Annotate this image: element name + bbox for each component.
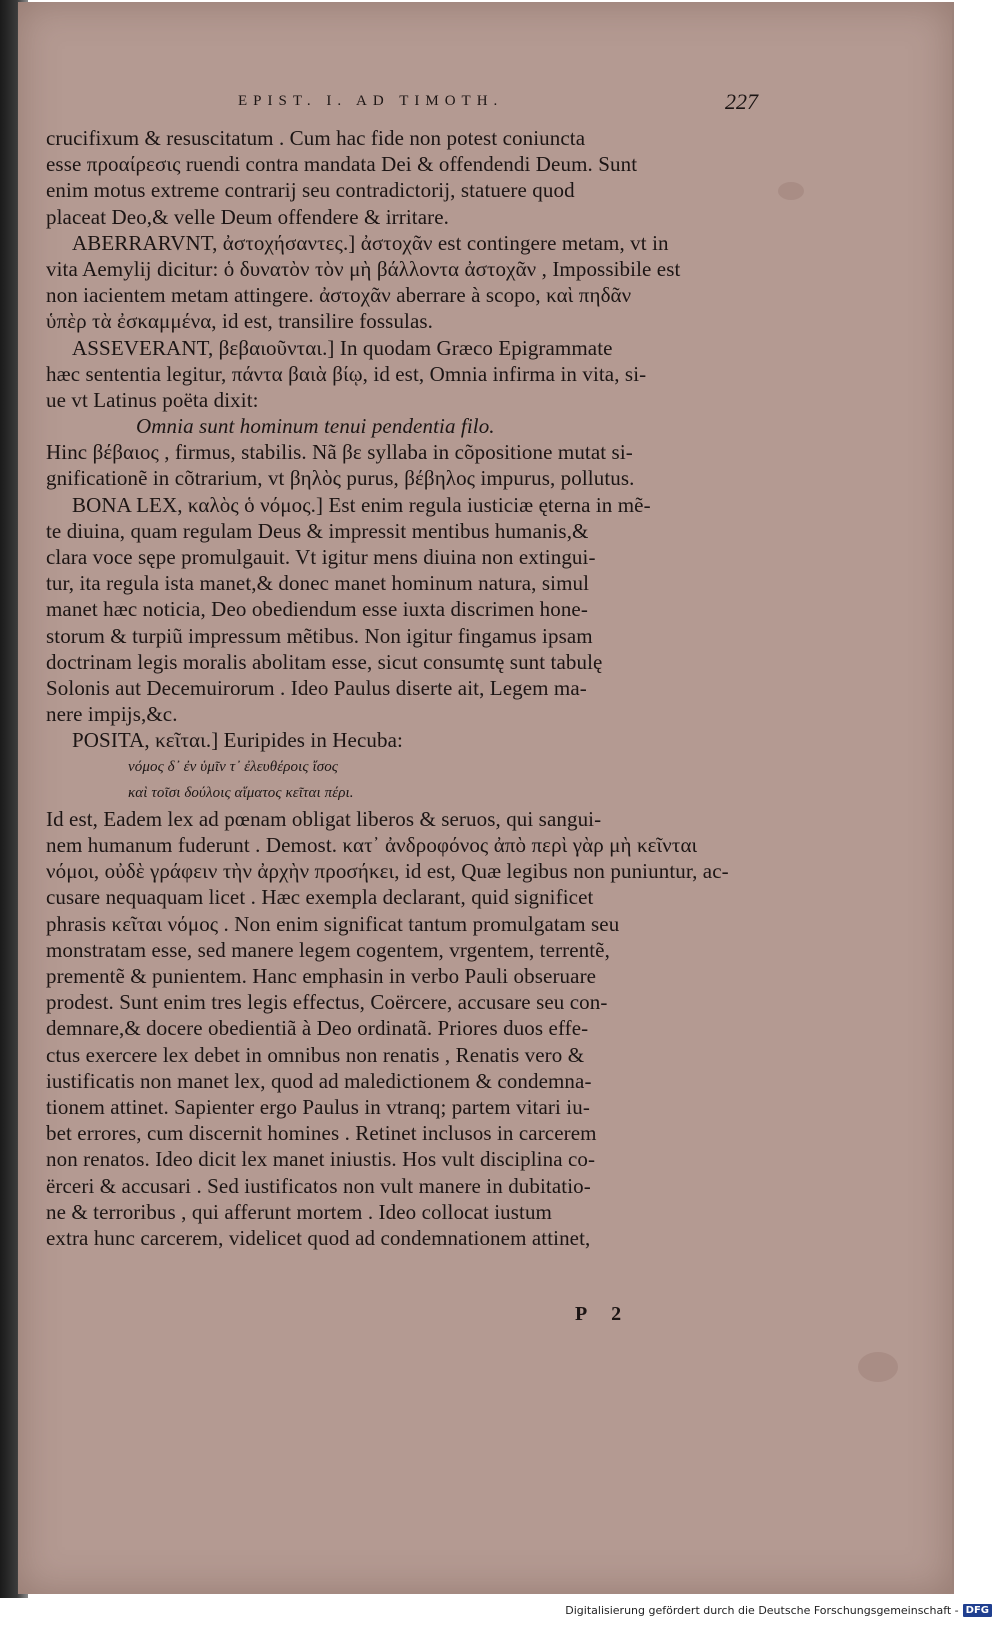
text-line: nere impijs,&c. (46, 702, 178, 727)
digitization-footer (565, 1604, 992, 1617)
verse-line: νόμος δ᾽ ἐν ὑμῖν τ᾽ ἐλευθέροις ἴσος (128, 758, 338, 775)
text-line: POSITA, κεῖται.] Euripides in Hecuba: (72, 728, 403, 753)
text-line: clara voce sępe promulgauit. Vt igitur mens diuina non extingui- (46, 545, 596, 569)
text-line: vita Aemylij dicitur: ὁ δυνατὸν τὸν μὴ βάλλοντα ἀστοχᾶν , Impossibile est (46, 256, 681, 281)
footer-text: Digitalisierung gefördert durch die Deutsche Forschungsgemeinschaft - (565, 1604, 959, 1617)
text-line: storum & turpiũ impressum mẽtibus. Non igitur fingamus ipsam (46, 623, 593, 648)
text-line: ne & terroribus , qui afferunt mortem . Ideo collocat iustum (46, 1199, 552, 1224)
text-line: tionem attinet. Sapienter ergo Paulus in vtranq; partem vitari iu- (46, 1094, 590, 1119)
text-line: Solonis aut Decemuirorum . Ideo Paulus diserte ait, Legem ma- (46, 675, 587, 700)
verse-line: καὶ τοῖσι δούλοις αἵματος κεῖται πέρι. (128, 784, 354, 801)
text-line: crucifixum & resuscitatum . Cum hac fide non potest coniuncta (46, 126, 586, 150)
text-line: ABERRARVNT, ἀστοχήσαντες.] ἀστοχᾶν est contingere metam, vt in (72, 230, 669, 255)
text-line: ὑπὲρ τὰ ἐσκαμμένα, id est, transilire fossulas. (46, 309, 434, 334)
text-line: ctus exercere lex debet in omnibus non renatis , Renatis vero & (46, 1042, 585, 1067)
dfg-logo: DFG (963, 1604, 992, 1617)
text-line: hæc sententia legitur, πάντα βαιὰ βίῳ, id est, Omnia infirma in vita, si- (46, 361, 647, 386)
text-line: phrasis κεῖται νόμος . Non enim significat tantum promulgatam seu (46, 911, 620, 936)
text-line: ASSEVERANT, βεβαιοῦνται.] In quodam Græco Epigrammate (72, 335, 613, 360)
text-line: νόμοι, οὐδὲ γράφειν τὴν ἀρχὴν προσήκει, id est, Quæ legibus non puniuntur, ac- (46, 859, 729, 884)
text-line: Id est, Eadem lex ad pœnam obligat liberos & seruos, qui sangui- (46, 806, 602, 831)
text-line: placeat Deo,& velle Deum offendere & irritare. (46, 204, 450, 229)
text-line: iustificatis non manet lex, quod ad maledictionem & condemna- (46, 1068, 592, 1093)
signature-mark: P 2 (575, 1303, 632, 1325)
verse-line: Omnia sunt hominum tenui pendentia filo. (136, 414, 495, 439)
text-line: tur, ita regula ista manet,& donec manet hominum natura, simul (46, 571, 590, 596)
text-line: enim motus extreme contrarij seu contradictorij, statuere quod (46, 178, 575, 203)
text-line: ërceri & accusari . Sed iustificatos non vult manere in dubitatio- (46, 1173, 591, 1198)
text-line: extra hunc carcerem, videlicet quod ad condemnationem attinet, (46, 1225, 591, 1250)
text-line: te diuina, quam regulam Deus & impressit mentibus humanis,& (46, 518, 589, 543)
text-line: bet errores, cum discernit homines . Retinet inclusos in carcerem (46, 1121, 597, 1146)
running-head (238, 89, 758, 114)
text-line: demnare,& docere obedientiã à Deo ordinatã. Priores duos effe- (46, 1016, 589, 1041)
text-line: non iacientem metam attingere. ἀστοχᾶν aberrare à scopo, καὶ πηδᾶν (46, 283, 632, 308)
text-line: ue vt Latinus poëta dixit: (46, 387, 259, 412)
text-line: BONA LEX, καλὸς ὁ νόμος.] Est enim regula iusticiæ ęterna in mẽ- (72, 492, 651, 517)
text-line: manet hæc noticia, Deo obediendum esse iuxta discrimen hone- (46, 597, 588, 622)
text-line: esse προαίρεσις ruendi contra mandata Dei & offendendi Deum. Sunt (46, 152, 638, 177)
paper-stain (778, 182, 804, 200)
text-line: Hinc βέβαιος , firmus, stabilis. Nã βε syllaba in cõpositione mutat si- (46, 440, 633, 465)
running-head-title: EPIST. I. AD TIMOTH. (238, 93, 504, 109)
text-line: prementẽ & punientem. Hanc emphasin in verbo Pauli obseruare (46, 964, 597, 988)
text-line: cusare nequaquam licet . Hæc exempla declarant, quid significet (46, 885, 594, 910)
text-line: nem humanum fuderunt . Demost. κατ᾽ ἀνδροφόνος ἀπὸ περὶ γὰρ μὴ κεῖνται (46, 833, 698, 858)
paper-stain (858, 1352, 898, 1382)
text-line: prodest. Sunt enim tres legis effectus, Coërcere, accusare seu con- (46, 990, 608, 1015)
text-line: doctrinam legis moralis abolitam esse, sicut consumtę sunt tabulę (46, 649, 603, 674)
page-number: 227 (725, 89, 758, 114)
text-line: non renatos. Ideo dicit lex manet iniustis. Hos vult disciplina co- (46, 1147, 596, 1172)
main-text (46, 125, 766, 1251)
text-line: monstratam esse, sed manere legem cogentem, vrgentem, terrentẽ, (46, 937, 610, 962)
text-line: gnificationẽ in cõtrarium, vt βηλὸς purus, βέβηλος impurus, pollutus. (46, 466, 635, 491)
